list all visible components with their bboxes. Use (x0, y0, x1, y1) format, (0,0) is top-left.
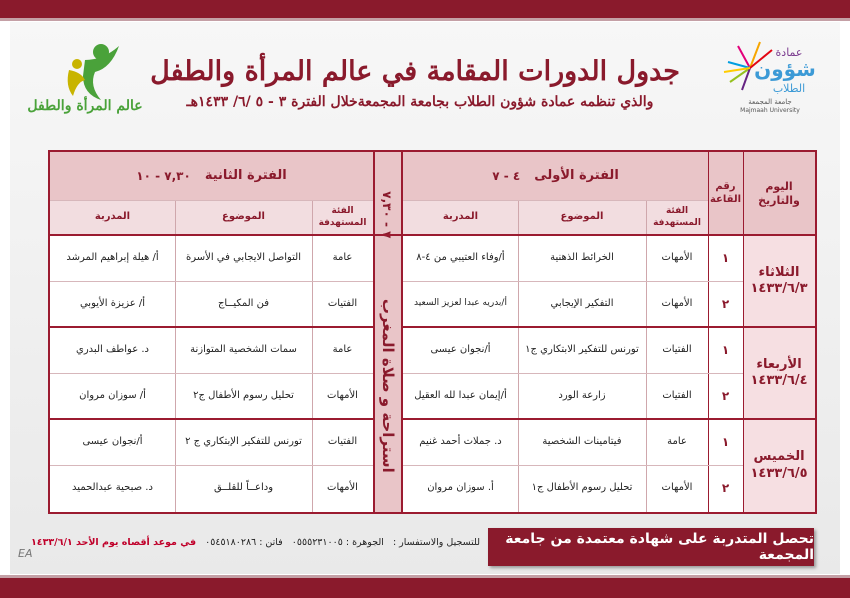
designer-signature: EA (18, 547, 33, 560)
period2-time: ٧,٣٠ - ١٠ (136, 168, 191, 183)
grid-line (403, 418, 815, 420)
p2-audience: عامة (332, 251, 353, 263)
day-name: الخميس (753, 449, 805, 465)
grid-line (50, 326, 373, 328)
university-name: جامعة المجمعة (748, 98, 792, 106)
grid-line (50, 281, 373, 282)
break-column (373, 152, 403, 512)
p2-trainer: أ/ هيلة إبراهيم المرشد (66, 251, 159, 263)
p1-audience-header: الفئة المستهدفة (646, 200, 708, 235)
p2-audience: الفتيات (327, 435, 358, 447)
p1-audience: الأمهات (661, 482, 693, 494)
p1-topic: تورنس للتفكير الابتكاري ج١ (525, 343, 639, 355)
break-time: - ٧,٣٠ (380, 191, 394, 227)
p2-topic: فن المكيــاج (217, 297, 270, 309)
p2-audience: عامة (332, 343, 353, 355)
p2-trainer: أ/ عزيزة الأيوبي (79, 297, 146, 309)
p1-audience: الفتيات (662, 343, 692, 355)
grid-line (403, 326, 815, 328)
p2-trainer-header: المدربة (50, 200, 175, 235)
p2-trainer: أ/ سوزان مروان (79, 389, 146, 401)
top-band-line (0, 18, 850, 21)
p1-audience: الأمهات (661, 297, 693, 309)
page-subtitle: والذي تنظمه عمادة شؤون الطلاب بجامعة المجمعةخلال الفترة ٣ - ٥ /٦/ ١٤٣٣هـ (186, 94, 654, 110)
p2-audience: الأمهات (327, 389, 358, 401)
room-number: ٢ (721, 388, 730, 403)
day-tuesday (743, 235, 815, 327)
contact-line (30, 537, 480, 548)
p2-topic-header: الموضوع (175, 200, 312, 235)
p2-audience: الأمهات (327, 482, 358, 494)
contact-fatin: فاتن : ٠٥٤٥١٨٠٢٨٦ (205, 537, 283, 548)
p1-audience: الفتيات (662, 389, 692, 401)
room-header: رقم القاعة (708, 152, 743, 235)
day-header: اليوم والتاريخ (743, 152, 815, 235)
deanship-logo (720, 38, 820, 118)
day-date: ١٤٣٣/٦/٤ (750, 373, 808, 388)
period2-title: الفترة الثانية (204, 167, 287, 183)
room-number: ٢ (721, 296, 730, 311)
deanship-word-2: شؤون (754, 57, 816, 81)
page-title: جدول الدورات المقامة في عالم المرأة والطفل (150, 56, 680, 87)
women-child-caption: عالم المرأة والطفل (27, 98, 143, 114)
p1-topic: الخرائط الذهنية (550, 251, 614, 263)
p2-topic: سمات الشخصية المتوازنة (190, 343, 297, 355)
grid-line (50, 373, 373, 374)
grid-line (743, 152, 744, 512)
grid-line (708, 152, 709, 512)
grid-line (50, 418, 373, 420)
period1-header (403, 152, 708, 200)
room-number: ١ (721, 434, 730, 449)
university-name-en: Majmaah University (740, 107, 800, 114)
p2-topic: تورنس للتفكير الإبتكاري ج ٢ (185, 435, 302, 447)
p2-audience-header: الفئة المستهدفة (312, 200, 373, 235)
certificate-banner: تحصل المتدربة على شهادة معتمدة من جامعة المجمعة (488, 528, 814, 566)
grid-line (50, 234, 815, 236)
day-date: ١٤٣٣/٦/٥ (750, 465, 808, 481)
p2-topic: وداعــاً للقلــق (213, 482, 274, 494)
p1-audience: عامة (667, 435, 687, 447)
bottom-band (0, 578, 850, 598)
day-thursday (743, 419, 815, 512)
room-number: ١ (721, 342, 730, 357)
top-band (0, 0, 850, 18)
grid-line (403, 281, 743, 282)
women-child-logo (25, 42, 145, 122)
p1-trainer: أ/بدريه عبدا لعزيز السعيد (414, 298, 507, 309)
women-child-figure-icon (25, 42, 145, 102)
grid-line (50, 200, 373, 201)
grid-line (403, 465, 743, 466)
p1-trainer: أ. سوزان مروان (427, 482, 494, 494)
p2-trainer: أ/نجوان عيسى (82, 435, 143, 447)
contact-jawhara: الجوهرة : ٠٥٥٥٢٣١٠٠٥ (291, 537, 384, 548)
p1-trainer: أ/نجوان عيسى (430, 343, 491, 355)
deanship-word-3: الطلاب (772, 82, 806, 95)
period1-title: الفترة الأولى (534, 167, 619, 183)
p2-topic: التواصل الايجابي في الأسرة (186, 251, 302, 263)
p1-topic: تحليل رسوم الأطفال ج١ (531, 482, 633, 494)
p1-trainer-header: المدربة (403, 200, 518, 235)
day-name: الأربعاء (756, 356, 802, 372)
grid-line (50, 465, 373, 466)
day-date: ١٤٣٣/٦/٣ (750, 281, 808, 296)
p1-topic: فيتامينات الشخصية (542, 435, 622, 447)
p1-trainer: د. جملات أحمد غنيم (419, 435, 502, 447)
p1-topic-header: الموضوع (518, 200, 646, 235)
p2-trainer: د. عواطف البدري (76, 343, 149, 355)
break-title: استراحة و صلاة المغرب (379, 298, 397, 473)
p1-trainer: أ/وفاء العتيبي من ٤-٨ (416, 251, 505, 263)
p1-trainer: أ/إيمان عبدا لله العقيل (414, 389, 507, 401)
room-number: ٢ (721, 481, 730, 495)
room-number: ١ (721, 250, 730, 265)
p1-topic: التفكير الإيجابي (550, 297, 614, 309)
p2-trainer: د. صبحية عبدالحميد (72, 482, 153, 494)
p1-audience: الأمهات (661, 251, 693, 263)
grid-line (403, 200, 708, 201)
p2-audience: الفتيات (327, 297, 358, 309)
day-name: الثلاثاء (758, 264, 800, 280)
day-wednesday (743, 327, 815, 419)
registration-deadline: في موعد أقصاه يوم الأحد ١٤٣٣/٦/١ (30, 537, 197, 548)
deanship-word-1: عمادة (775, 46, 803, 59)
p1-topic: زارعة الورد (558, 389, 606, 401)
contact-label: للتسجيل والاستفسار : (392, 537, 480, 548)
p2-topic: تحليل رسوم الأطفال ج٢ (193, 389, 294, 401)
schedule-table (48, 150, 817, 514)
period2-header (50, 152, 373, 200)
period1-time: ٤ - ٧ (492, 168, 521, 183)
grid-line (403, 373, 743, 374)
